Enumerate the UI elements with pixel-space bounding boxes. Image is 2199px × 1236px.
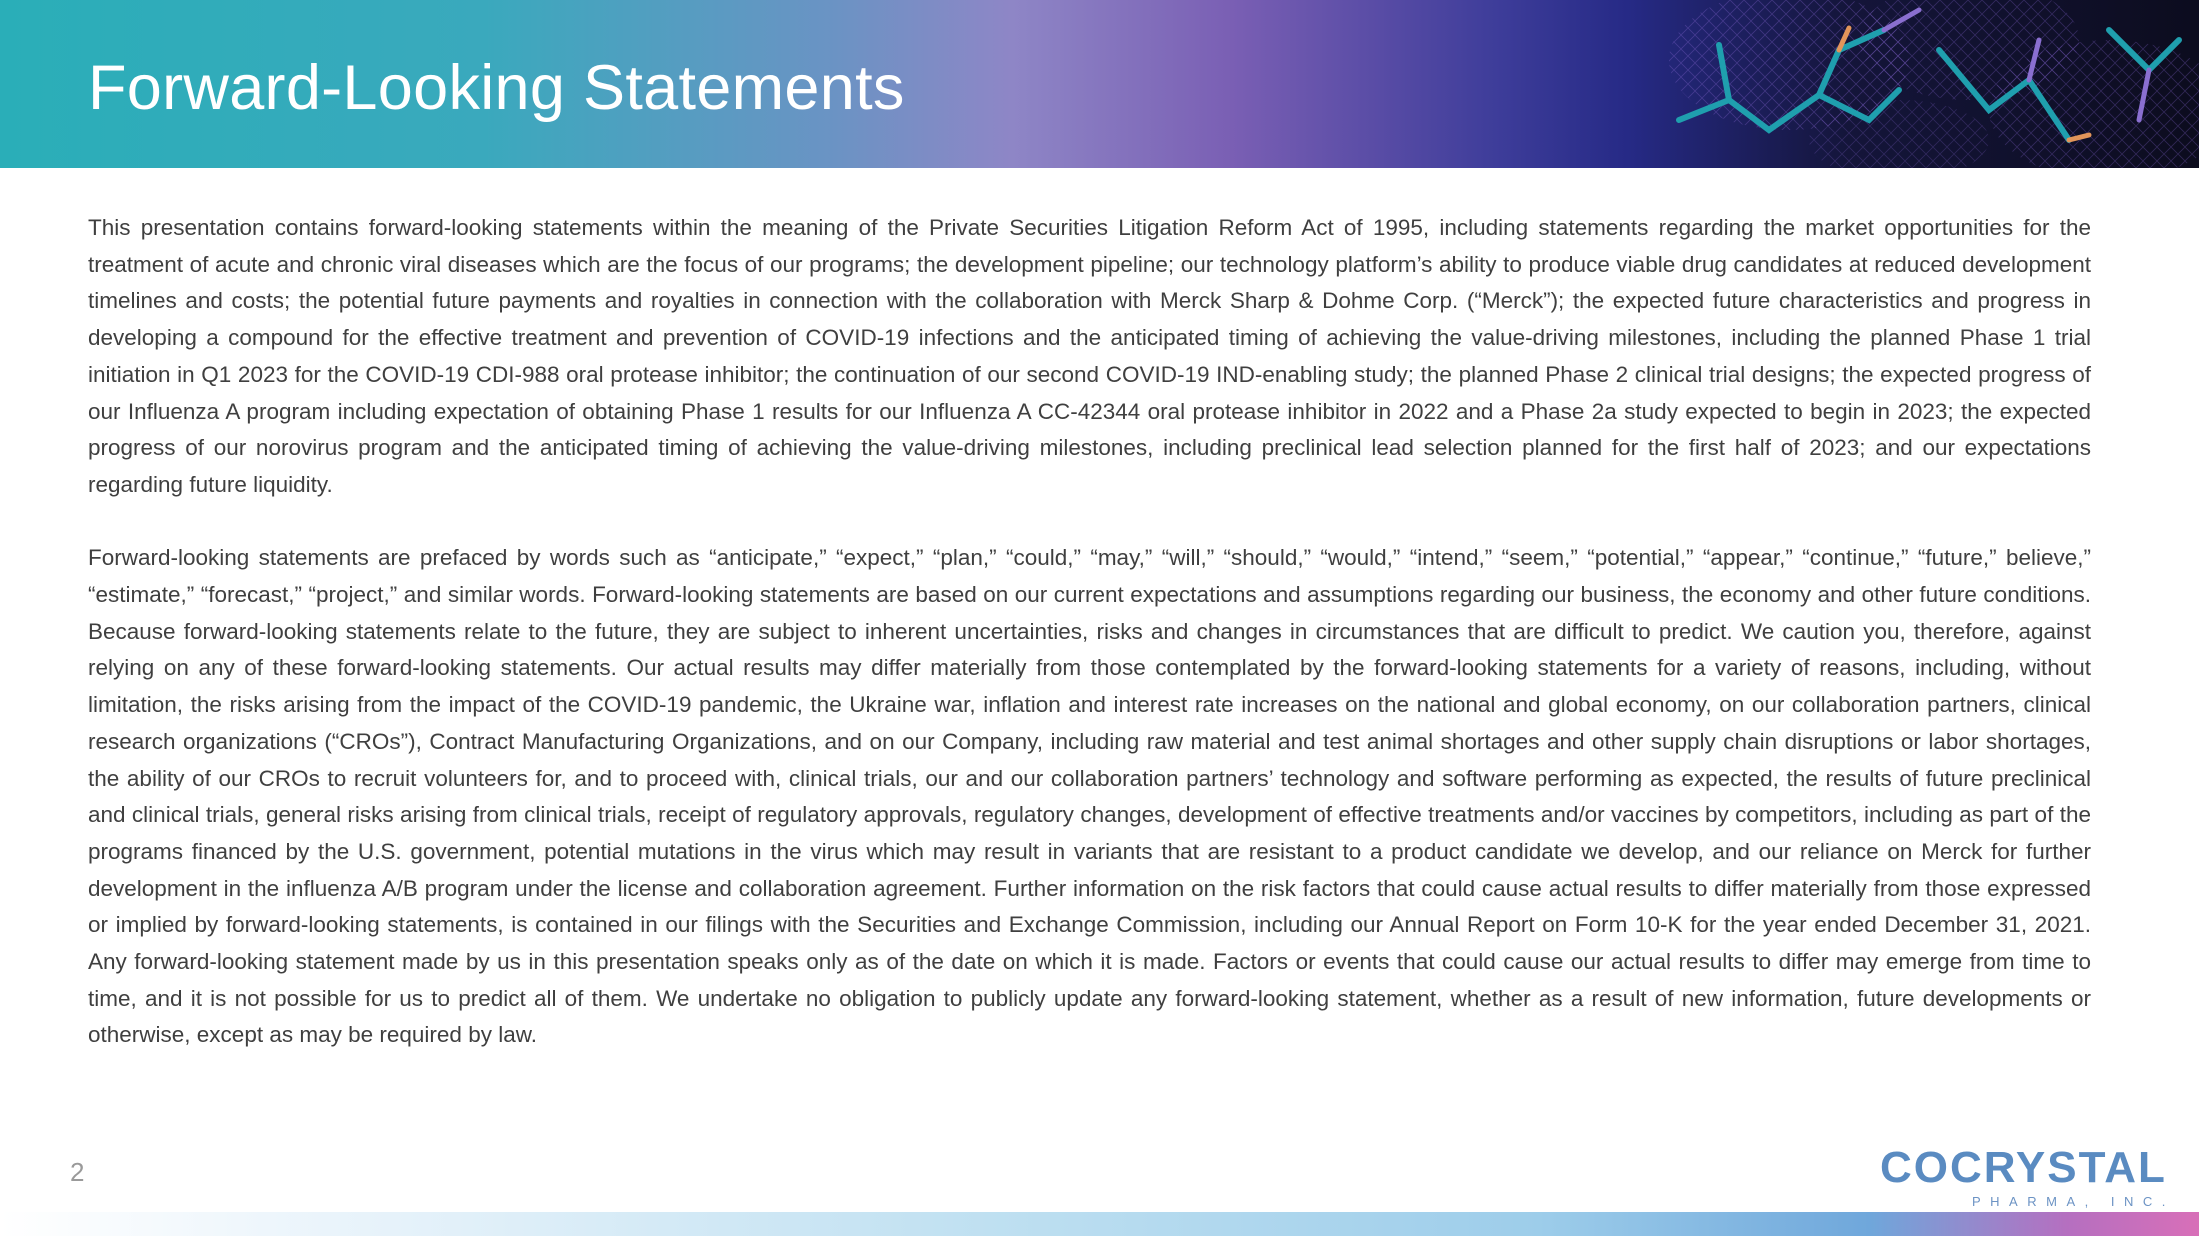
company-logo [1880,1143,2175,1209]
header-banner [0,0,2199,168]
disclaimer-paragraph-1: This presentation contains forward-looking statements within the meaning of the Private Securities Litigation Reform Act of 1995, including statements regarding the market opportunities for the treatment of acute and chronic viral diseases which are the focus of our programs; the development pipeline; our technology platform’s ability to produce viable drug candidates at reduced development timelines and costs; the potential future payments and royalties in connection with the collaboration with Merck Sharp & Dohme Corp. (“Merck”); the expected future characteristics and progress in developing a compound for the effective treatment and prevention of COVID-19 infections and the anticipated timing of achieving the value-driving milestones, including the planned Phase 1 trial initiation in Q1 2023 for the COVID-19 CDI-988 oral protease inhibitor; the continuation of our second COVID-19 IND-enabling study; the planned Phase 2 clinical trial designs; the expected progress of our Influenza A program including expectation of obtaining Phase 1 results for our Influenza A CC-42344 oral protease inhibitor in 2022 and a Phase 2a study expected to begin in 2023; the expected progress of our norovirus program and the anticipated timing of achieving the value-driving milestones, including preclinical lead selection planned for the first half of 2023; and our expectations regarding future liquidity. [88,215,2091,497]
slide-title: Forward-Looking Statements [88,53,905,123]
page-number: 2 [70,1157,85,1187]
molecule-structure-image [1639,0,2199,168]
logo-subtitle: PHARMA, INC. [1972,1194,2175,1209]
footer-gradient-band [0,1212,2199,1236]
disclaimer-body [88,210,2091,1091]
logo-wordmark: COCRYSTAL [1880,1143,2167,1192]
disclaimer-paragraph-2: Forward-looking statements are prefaced by words such as “anticipate,” “expect,” “plan,” “could,” “may,” “will,” “should,” “would,” “intend,” “seem,” “potential,” “appear,” “continue,” “future,” believe,” “estimate,” “forecast,” “project,” and similar words. Forward-looking statements are based on our current expectations and assumptions regarding our business, the economy and other future conditions. Because forward-looking statements relate to the future, they are subject to inherent uncertainties, risks and changes in circumstances that are difficult to predict. We caution you, therefore, against relying on any of these forward-looking statements. Our actual results may differ materially from those contemplated by the forward-looking statements for a variety of reasons, including, without limitation, the risks arising from the impact of the COVID-19 pandemic, the Ukraine war, inflation and interest rate increases on the national and global economy, on our collaboration partners, clinical research organizations (“CROs”), Contract Manufacturing Organizations, and on our Company, including raw material and test animal shortages and other supply chain disruptions or labor shortages, the ability of our CROs to recruit volunteers for, and to proceed with, clinical trials, our and our collaboration partners’ technology and software performing as expected, the results of future preclinical and clinical trials, general risks arising from clinical trials, receipt of regulatory approvals, regulatory changes, development of effective treatments and/or vaccines by competitors, including as part of the programs financed by the U.S. government, potential mutations in the virus which may result in variants that are resistant to a product candidate we develop, and our reliance on Merck for further development in the influenza A/B program under the license and collaboration agreement. Further information on the risk factors that could cause actual results to differ materially from those expressed or implied by forward-looking statements, is contained in our filings with the Securities and Exchange Commission, including our Annual Report on Form 10-K for the year ended December 31, 2021. Any forward-looking statement made by us in this presentation speaks only as of the date on which it is made. Factors or events that could cause our actual results to differ may emerge from time to time, and it is not possible for us to predict all of them. We undertake no obligation to publicly update any forward-looking statement, whether as a result of new information, future developments or otherwise, except as may be required by law. [88,545,2091,1048]
